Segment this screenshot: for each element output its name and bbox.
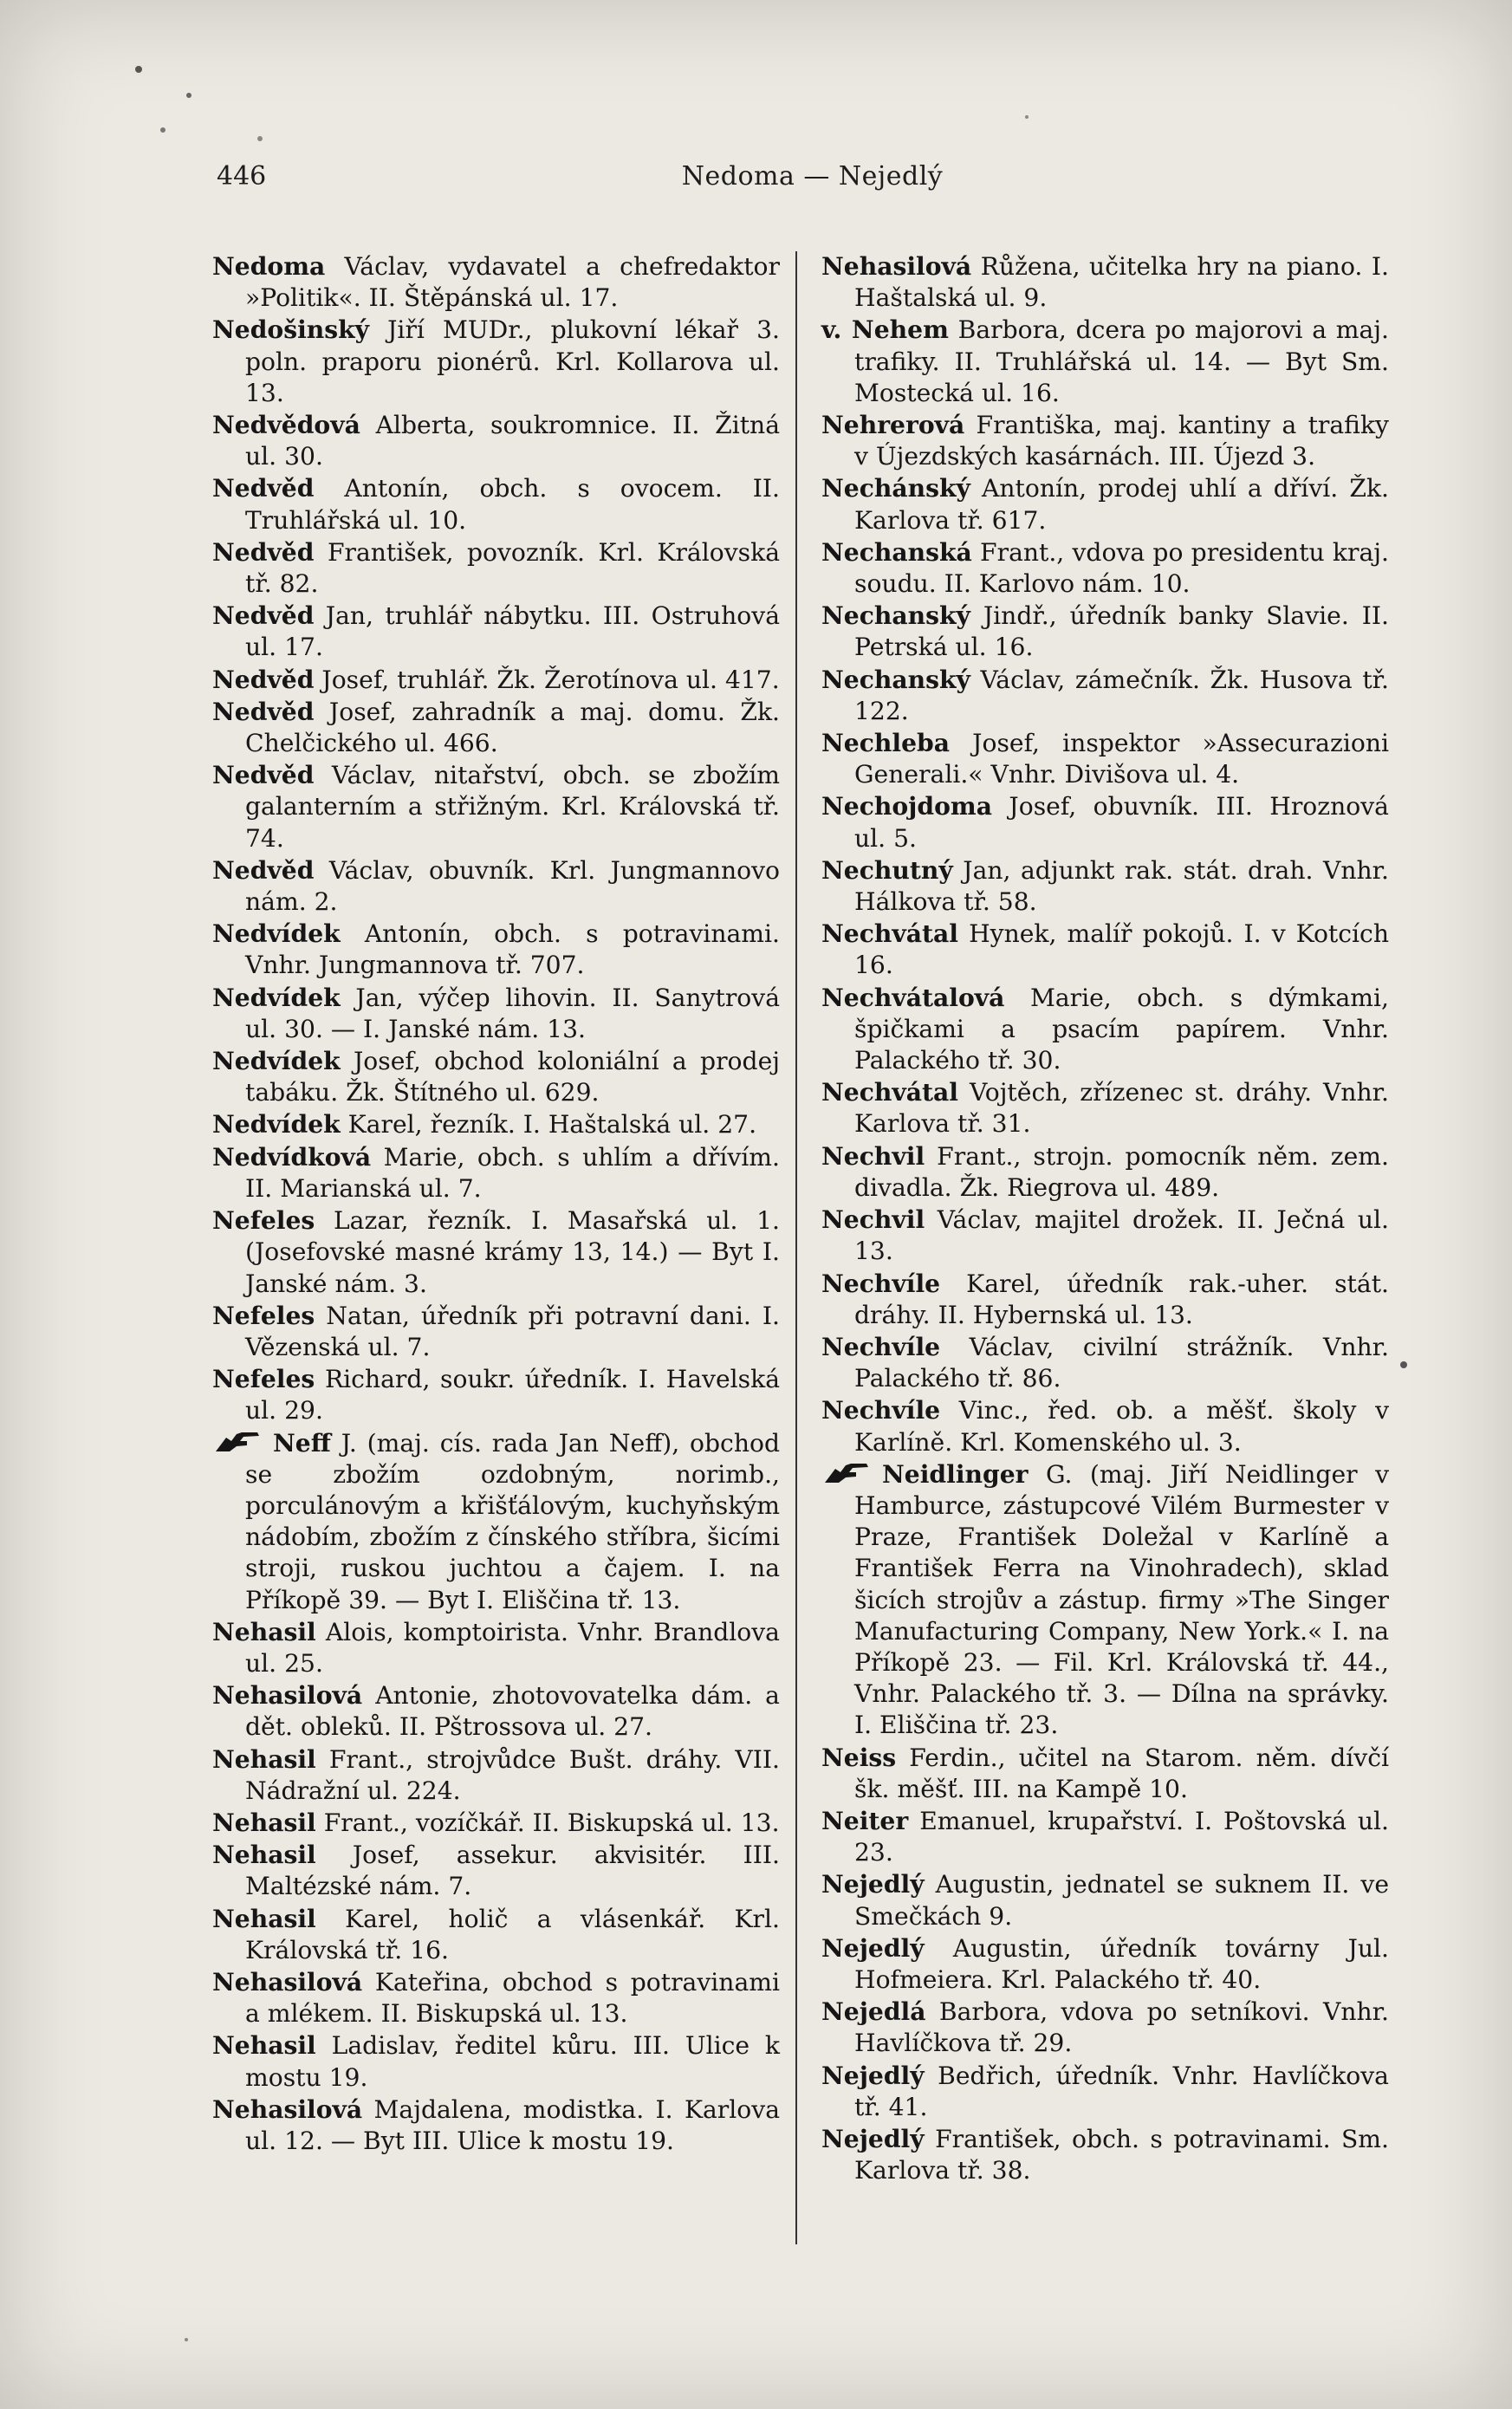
entry-details: Jiří MUDr., plukovní lékař 3. poln. praporu pionérů. Krl. Kollarova ul. 13. [245, 315, 780, 407]
entry-details: Antonín, obch. s ovocem. II. Truhlářská ul. 10. [245, 474, 780, 535]
entry-name: Nefeles [212, 1365, 315, 1394]
directory-entry [821, 1141, 1389, 1204]
directory-entry [212, 665, 780, 696]
directory-entry [821, 1806, 1389, 1868]
pointing-hand-icon [212, 1429, 268, 1455]
entry-name: Neidlinger [882, 1459, 1029, 1489]
directory-entry [212, 919, 780, 981]
entry-name: Nehasil [212, 2031, 316, 2061]
directory-entry [821, 728, 1389, 790]
entry-details: Alberta, soukromnice. II. Žitná ul. 30. [245, 411, 780, 471]
directory-entry [821, 2124, 1389, 2186]
directory-entry [821, 315, 1389, 409]
directory-entry [212, 855, 780, 918]
directory-entry [212, 1680, 780, 1743]
entry-name: Nehasilová [821, 252, 972, 281]
entry-name: Nechleba [821, 729, 950, 758]
entry-details: Antonie, zhotovovatelka dám. a dět. obleků. II. Pštrossova ul. 27. [245, 1681, 780, 1742]
entry-name: Nefeles [212, 1206, 315, 1236]
entry-name: Nechvil [821, 1141, 925, 1171]
entry-details: Alois, komptoirista. Vnhr. Brandlova ul. 25. [245, 1617, 780, 1678]
directory-entry [212, 2094, 780, 2157]
right-column [821, 251, 1389, 2187]
entry-name: Nedvěd [212, 537, 315, 567]
entry-details: Emanuel, krupařství. I. Poštovská ul. 23. [854, 1806, 1389, 1867]
entry-name: Nehasil [212, 1744, 316, 1774]
entry-details: Richard, soukr. úředník. I. Havelská ul. 29. [245, 1365, 780, 1425]
column-divider [795, 251, 797, 2244]
directory-entry [821, 1869, 1389, 1932]
entry-name: Nedoma [212, 252, 326, 281]
entry-name: Nehasilová [212, 2094, 363, 2124]
directory-entry [821, 1933, 1389, 1996]
entry-name: Nechvátal [821, 919, 958, 949]
running-head: Nedoma — Nejedlý [681, 161, 944, 192]
entry-details: Václav, obuvník. Krl. Jungmannovo nám. 2. [245, 855, 780, 917]
entry-details: Josef, obuvník. III. Hroznová ul. 5. [854, 792, 1389, 853]
directory-entry [212, 983, 780, 1045]
page-header [217, 161, 1408, 205]
entry-details: Frant., vdova po presidentu kraj. soudu. II. Karlovo nám. 10. [854, 537, 1389, 599]
entry-details: Josef, assekur. akvisitér. III. Maltézské nám. 7. [245, 1841, 780, 1901]
directory-entry [212, 315, 780, 409]
entry-details: Frant., vozíčkář. II. Biskupská ul. 13. [323, 1808, 780, 1837]
entry-details: Josef, inspektor »Assecurazioni Generali.« Vnhr. Divišova ul. 4. [854, 729, 1389, 789]
directory-entry [821, 919, 1389, 981]
directory-entry [212, 1967, 780, 2029]
entry-details: Kateřina, obchod s potravinami a mlékem. II. Biskupská ul. 13. [245, 1967, 781, 2029]
directory-entry [212, 760, 780, 854]
entry-details: Antonín, obch. s potravinami. Vnhr. Jungmannova tř. 707. [245, 919, 780, 980]
directory-entry [821, 1459, 1389, 1742]
directory-entry [212, 601, 780, 663]
directory-entry [821, 1204, 1389, 1267]
entry-details: Majdalena, modistka. I. Karlova ul. 12. — Byt III. Ulice k mostu 19. [245, 2094, 781, 2155]
entry-name: Neff [273, 1428, 331, 1458]
left-column [212, 251, 780, 2158]
page-number: 446 [217, 161, 267, 192]
directory-entry [212, 2030, 780, 2093]
directory-entry [212, 410, 780, 472]
entry-name: Nechvil [821, 1205, 925, 1235]
directory-entry [212, 1301, 780, 1363]
entry-name: Nehasil [212, 1617, 316, 1646]
directory-entry [821, 251, 1389, 314]
entry-name: Nedvídek [212, 1110, 341, 1140]
directory-entry [212, 1364, 780, 1426]
entry-details: Marie, obch. s dýmkami, špičkami a psacím papírem. Vnhr. Palackého tř. 30. [854, 983, 1389, 1075]
entry-name: Nehasil [212, 1904, 316, 1933]
entry-details: Františka, maj. kantiny a trafiky v Újezdských kasárnách. III. Újezd 3. [854, 411, 1389, 471]
entry-details: Růžena, učitelka hry na piano. I. Haštalská ul. 9. [854, 252, 1389, 313]
directory-entry [212, 1142, 780, 1204]
entry-details: Václav, zámečník. Žk. Husova tř. 122. [854, 665, 1389, 725]
directory-entry [212, 1904, 780, 1966]
entry-details: Augustin, jednatel se suknem II. ve Smečkách 9. [854, 1870, 1389, 1931]
entry-details: Barbora, dcera po majorovi a maj. trafiky. II. Truhlářská ul. 14. — Byt Sm. Mostecká ul. 16. [854, 315, 1389, 407]
directory-entry [212, 1109, 780, 1140]
directory-entry [212, 1617, 780, 1679]
directory-entry [821, 791, 1389, 854]
entry-name: Nechvátal [821, 1078, 958, 1107]
entry-name: Nedvěd [212, 855, 315, 885]
entry-details: Václav, vydavatel a chefredaktor »Politik«. II. Štěpánská ul. 17. [245, 252, 780, 313]
entry-details: Marie, obch. s uhlím a dřívím. II. Marianská ul. 7. [245, 1142, 780, 1203]
entry-name: Nedvěd [212, 601, 315, 631]
entry-details: Lazar, řezník. I. Masařská ul. 1. (Josefovské masné krámy 13, 14.) — Byt I. Janské nám. 3. [245, 1206, 780, 1298]
entry-details: Ferdin., učitel na Starom. něm. dívčí šk. měšť. III. na Kampě 10. [854, 1743, 1389, 1803]
directory-entry [212, 1205, 780, 1300]
entry-name: Nejedlý [821, 1870, 925, 1899]
directory-entry [821, 983, 1389, 1077]
entry-details: Josef, zahradník a maj. domu. Žk. Chelčického ul. 466. [245, 697, 780, 758]
directory-entry [821, 855, 1389, 918]
directory-entry [212, 1808, 780, 1839]
entry-name: Nedvěd [212, 697, 315, 726]
entry-details: Frant., strojn. pomocník něm. zem. divadla. Žk. Riegrova ul. 489. [854, 1141, 1389, 1202]
entry-name: Nechvíle [821, 1332, 941, 1361]
entry-name: Nehasilová [212, 1681, 363, 1711]
entry-details: J. (maj. cís. rada Jan Neff), obchod se zbožím ozdobným, norimb., porculánovým a křišťálovým, kuchyňským nádobím, zbožím z čínského stříbra, šicími stroji, ruskou juchtou a čajem. I. na Příkopě 39. — Byt I. Eliščina tř. 13. [245, 1428, 780, 1614]
entry-name: Nechanský [821, 601, 970, 631]
entry-details: Václav, nitařství, obch. se zbožím galanterním a střižným. Krl. Královská tř. 74. [245, 761, 780, 853]
entry-name: Nedvídková [212, 1142, 372, 1172]
directory-entry [212, 537, 780, 600]
entry-details: Vinc., řed. ob. a měšť. školy v Karlíně. Krl. Komenského ul. 3. [854, 1396, 1389, 1457]
entry-name: Nedvěd [212, 474, 315, 503]
directory-entry [821, 1743, 1389, 1805]
entry-name: Nedvěd [212, 665, 315, 694]
entry-name: Neiter [821, 1806, 909, 1835]
entry-details: G. (maj. Jiří Neidlinger v Hamburce, zástupcové Vilém Burmester v Praze, František Doležal v Karlíně a František Ferra na Vinohradech), sklad šicích strojův a zástup. firmy »The Singer Manufacturing Company, New York.« I. na Příkopě 23. — Fil. Krl. Královská tř. 44., Vnhr. Palackého tř. 3. — Dílna na správky. I. Eliščina tř. 23. [854, 1459, 1389, 1740]
entry-name: Nehrerová [821, 411, 965, 440]
entry-name: Nejedlý [821, 2061, 925, 2090]
entry-name: Nedvídek [212, 919, 341, 949]
entry-name: Nejedlý [821, 1933, 925, 1963]
entry-name: Nehasil [212, 1808, 316, 1837]
entry-name: Nechojdoma [821, 792, 992, 821]
entry-details: Josef, obchod koloniální a prodej tabáku. Žk. Štítného ul. 629. [245, 1047, 780, 1107]
directory-entry [212, 1744, 780, 1807]
entry-name: v. Nehem [821, 315, 949, 345]
directory-entry [212, 251, 780, 314]
entry-name: Nehasilová [212, 1967, 363, 1997]
entry-name: Nedvěd [212, 761, 315, 790]
entry-details: Bedřich, úředník. Vnhr. Havlíčkova tř. 41. [854, 2061, 1389, 2121]
entry-details: Augustin, úředník továrny Jul. Hofmeiera. Krl. Palackého tř. 40. [854, 1933, 1389, 1994]
entry-details: Ladislav, ředitel kůru. III. Ulice k mostu 19. [245, 2031, 781, 2092]
entry-details: Josef, truhlář. Žk. Žerotínova ul. 417. [321, 665, 780, 694]
directory-entry [821, 1269, 1389, 1331]
entry-details: Antonín, prodej uhlí a dříví. Žk. Karlova tř. 617. [854, 474, 1389, 535]
entry-details: Vojtěch, zřízenec st. dráhy. Vnhr. Karlova tř. 31. [854, 1078, 1389, 1139]
entry-details: Jindř., úředník banky Slavie. II. Petrská ul. 16. [854, 601, 1389, 662]
entry-name: Nechanský [821, 665, 970, 694]
directory-entry [212, 473, 780, 536]
directory-entry [821, 601, 1389, 663]
entry-name: Nechánský [821, 474, 970, 503]
entry-name: Nejedlý [821, 2124, 925, 2153]
directory-entry [821, 1332, 1389, 1394]
entry-details: Jan, výčep lihovin. II. Sanytrová ul. 30. — I. Janské nám. 13. [245, 983, 780, 1043]
entry-name: Nechanská [821, 537, 972, 567]
entry-name: Nechvíle [821, 1396, 941, 1425]
entry-details: Karel, holič a vlásenkář. Krl. Královská tř. 16. [245, 1904, 781, 1964]
entry-details: Václav, civilní strážník. Vnhr. Palackého tř. 86. [854, 1332, 1389, 1393]
entry-name: Nejedlá [821, 1997, 926, 2027]
directory-entry [821, 1077, 1389, 1140]
entry-name: Nedošinský [212, 315, 370, 345]
directory-entry [212, 697, 780, 759]
pointing-hand-icon [821, 1460, 877, 1486]
entry-details: Jan, truhlář nábytku. III. Ostruhová ul. 17. [245, 601, 780, 662]
entry-details: Hynek, malíř pokojů. I. v Kotcích 16. [854, 919, 1390, 980]
directory-entry [821, 1997, 1389, 2059]
entry-name: Nechvíle [821, 1269, 941, 1298]
directory-entry [821, 473, 1389, 536]
entry-details: František, povozník. Krl. Královská tř. 82. [245, 537, 780, 599]
entry-name: Neiss [821, 1743, 897, 1772]
entry-name: Nechvátalová [821, 983, 1005, 1012]
directory-entry [821, 1395, 1389, 1458]
entry-details: Jan, adjunkt rak. stát. drah. Vnhr. Hálkova tř. 58. [854, 855, 1389, 917]
entry-details: Frant., strojvůdce Bušt. dráhy. VII. Nádražní ul. 224. [245, 1744, 780, 1805]
directory-entry [212, 1428, 780, 1616]
entry-name: Nedvídek [212, 1047, 341, 1076]
directory-entry [212, 1046, 780, 1108]
directory-entry [821, 537, 1389, 600]
entry-name: Nehasil [212, 1841, 316, 1870]
directory-entry [821, 665, 1389, 727]
entry-name: Nechutný [821, 855, 953, 885]
entry-details: Karel, úředník rak.-uher. stát. dráhy. II. Hybernská ul. 13. [854, 1269, 1389, 1329]
entry-details: František, obch. s potravinami. Sm. Karlova tř. 38. [854, 2124, 1389, 2185]
entry-details: Václav, majitel drožek. II. Ječná ul. 13. [854, 1205, 1389, 1266]
entry-details: Barbora, vdova po setníkovi. Vnhr. Havlíčkova tř. 29. [854, 1997, 1389, 2058]
entry-details: Natan, úředník při potravní dani. I. Vězenská ul. 7. [245, 1301, 780, 1361]
directory-entry [212, 1840, 780, 1902]
directory-entry [821, 2061, 1389, 2123]
directory-entry [821, 410, 1389, 472]
entry-name: Nedvídek [212, 983, 341, 1012]
entry-details: Karel, řezník. I. Haštalská ul. 27. [347, 1110, 757, 1140]
entry-name: Nefeles [212, 1301, 315, 1330]
entry-name: Nedvědová [212, 411, 360, 440]
